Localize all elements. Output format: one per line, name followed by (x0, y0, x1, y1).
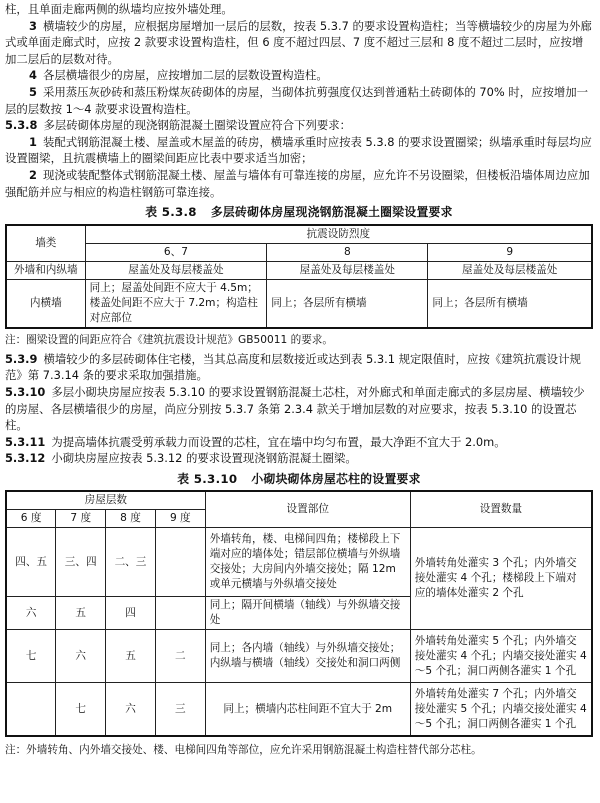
table-number: 表 5.3.10 (177, 471, 238, 486)
table-cell: 外墙转角，楼、电梯间四角；楼梯段上下端对应的墙体处；错层部位横墙与外纵墙交接处；大房间内外墙交接处；隔 12m 或单元横墙与外纵墙交接处 (205, 528, 410, 597)
clause-5-3-8-item-2 (5, 167, 593, 200)
table-cell: 屋盖处及每层楼盖处 (267, 261, 428, 279)
clause-number: 5.3.9 (5, 351, 38, 366)
clause-number: 5.3.10 (5, 384, 46, 399)
item-number: 4 (29, 68, 37, 83)
table-title: 小砌块砌体房屋芯柱的设置要求 (251, 471, 421, 486)
header-degree: 9 度 (155, 510, 205, 528)
table-cell: 三、四 (56, 528, 106, 597)
item-text: 横墙较少的房屋，应根据房屋增加一层后的层数，按表 5.3.7 的要求设置构造柱；当等横墙较少的房屋为外廊式或单面走廊式时，应按 2 款要求设置构造柱，但 6 度不超过四层、7 度不超过三层和 8 度不超过二层时，应按增加二层后的层数对待。 (5, 18, 592, 66)
table-cell: 六 (6, 597, 56, 630)
table-cell: 七 (6, 630, 56, 683)
table-cell: 四、五 (6, 528, 56, 597)
clause-text: 为提高墙体抗震受剪承载力而设置的芯柱，宜在墙中均匀布置，最大净距不宜大于 2.0m。 (51, 434, 506, 449)
core-column-table (5, 490, 593, 737)
table-cell: 同上；隔开间横墙（轴线）与外纵墙交接处 (205, 597, 410, 630)
table-cell: 同上；横墙内芯柱间距不宜大于 2m (205, 683, 410, 737)
table-note: 注：外墙转角、内外墙交接处、楼、电梯间四角等部位，应允许采用钢筋混凝土构造柱替代部分芯柱。 (5, 744, 482, 757)
row-label: 外墙和内纵墙 (6, 261, 85, 279)
row-label: 内横墙 (6, 279, 85, 328)
table-cell: 五 (56, 597, 106, 630)
table-header-row (6, 225, 592, 244)
item-text: 采用蒸压灰砂砖和蒸压粉煤灰砖砌体的房屋，当砌体抗剪强度仅达到普通粘土砖砌体的 70% 时，应按增加一层的层数按 1～4 款要求设置构造柱。 (5, 84, 589, 116)
header-floors: 房屋层数 (6, 491, 205, 510)
item-number: 3 (29, 18, 37, 33)
header-col: 6、7 (85, 243, 267, 261)
header-location: 设置部位 (205, 491, 410, 528)
table-note: 注：圈梁设置的间距应符合《建筑抗震设计规范》GB50011 的要求。 (5, 333, 333, 346)
table-cell: 七 (56, 683, 106, 737)
table-cell: 屋盖处及每层楼盖处 (85, 261, 267, 279)
header-intensity: 抗震设防烈度 (85, 225, 592, 244)
table-row (6, 279, 592, 328)
table-cell: 外墙转角处灌实 5 个孔；内外墙交接处灌实 4 个孔；内墙交接处灌实 4～5 个孔；洞口两侧各灌实 1 个孔 (410, 630, 592, 683)
clause-text: 横墙较少的多层砖砌体住宅楼，当其总高度和层数接近或达到表 5.3.1 规定限值时，应按《建筑抗震设计规范》第 7.3.14 条的要求采取加强措施。 (5, 351, 581, 383)
clause-item-3 (5, 18, 593, 68)
table-cell: 同上；各内墙（轴线）与外纵墙交接处；内纵墙与横墙（轴线）交接处和洞口两侧 (205, 630, 410, 683)
item-number: 5 (29, 84, 37, 99)
item-number: 2 (29, 167, 37, 182)
header-degree: 8 度 (106, 510, 156, 528)
header-col: 8 (267, 243, 428, 261)
clause-text: 小砌块房屋应按表 5.3.12 的要求设置现浇钢筋混凝土圈梁。 (51, 451, 357, 466)
table-row (6, 261, 592, 279)
table-header-row (6, 243, 592, 261)
table-cell: 屋盖处及每层楼盖处 (428, 261, 592, 279)
table-caption (5, 204, 593, 221)
table-row (6, 630, 592, 683)
table-cell (155, 528, 205, 597)
header-degree: 6 度 (6, 510, 56, 528)
table-cell: 外墙转角处灌实 3 个孔；内外墙交接处灌实 4 个孔；楼梯段上下端对应的墙体处灌实 2 个孔 (410, 528, 592, 630)
table-cell: 二 (155, 630, 205, 683)
item-text: 各层横墙很少的房屋，应按增加二层的层数设置构造柱。 (42, 68, 328, 83)
header-wall-type: 墙类 (6, 225, 85, 262)
table-cell: 二、三 (106, 528, 156, 597)
item-text: 装配式钢筋混凝土楼、屋盖或木屋盖的砖房，横墙承重时应按表 5.3.8 的要求设置圈梁；纵墙承重时每层均应设置圈梁，且抗震横墙上的圈梁间距应比表中要求适当加密； (5, 134, 592, 166)
clause-number: 5.3.12 (5, 451, 46, 466)
text: 柱，且单面走廊两侧的纵墙均应按外墙处理。 (5, 2, 233, 16)
table-cell: 同上；屋盖处间距不应大于 4.5m；楼盖处间距不应大于 7.2m；构造柱对应部位 (85, 279, 267, 328)
clause-number: 5.3.8 (5, 118, 38, 133)
paragraph-continuation (5, 1, 593, 18)
clause-5-3-8 (5, 117, 593, 134)
table-cell: 四 (106, 597, 156, 630)
item-number: 1 (29, 134, 37, 149)
clause-item-5 (5, 84, 593, 117)
clause-item-4 (5, 67, 593, 84)
clause-5-3-11 (5, 434, 593, 451)
table-cell (155, 597, 205, 630)
header-degree: 7 度 (56, 510, 106, 528)
table-row (6, 528, 592, 597)
clause-5-3-9 (5, 351, 593, 384)
table-number: 表 5.3.8 (145, 205, 197, 220)
clause-5-3-8-item-1 (5, 134, 593, 167)
table-row (6, 683, 592, 737)
item-text: 现浇或装配整体式钢筋混凝土楼、屋盖与墙体有可靠连接的房屋，应允许不另设圈梁，但楼板沿墙体周边应加强配筋并应与相应的构造柱钢筋可靠连接。 (5, 167, 590, 199)
table-cell: 五 (106, 630, 156, 683)
clause-5-3-12 (5, 450, 593, 467)
table-caption (5, 471, 593, 488)
clause-number: 5.3.11 (5, 434, 46, 449)
ring-beam-table (5, 224, 593, 329)
table-cell: 六 (106, 683, 156, 737)
table-cell: 同上；各层所有横墙 (428, 279, 592, 328)
table-cell: 外墙转角处灌实 7 个孔；内外墙交接处灌实 5 个孔；内墙交接处灌实 4～5 个孔；洞口两侧各灌实 1 个孔 (410, 683, 592, 737)
clause-5-3-10 (5, 384, 593, 434)
document-page (5, 1, 593, 761)
header-quantity: 设置数量 (410, 491, 592, 528)
table-cell: 六 (56, 630, 106, 683)
table-cell: 三 (155, 683, 205, 737)
table-cell (6, 683, 56, 737)
clause-text: 多层砖砌体房屋的现浇钢筋混凝土圈梁设置应符合下列要求： (43, 118, 351, 133)
header-col: 9 (428, 243, 592, 261)
clause-text: 多层小砌块房屋应按表 5.3.10 的要求设置钢筋混凝土芯柱，对外廊式和单面走廊式的多层房屋、横墙较少的房屋、各层横墙很少的房屋，尚应分别按 5.3.7 条第 2.3.4 款关于增加层数的对应要求，按表 5.3.10 的设置芯柱。 (5, 384, 585, 433)
table-cell: 同上；各层所有横墙 (267, 279, 428, 328)
table-header-row (6, 491, 592, 510)
table-title: 多层砖砌体房屋现浇钢筋混凝土圈梁设置要求 (210, 205, 453, 220)
